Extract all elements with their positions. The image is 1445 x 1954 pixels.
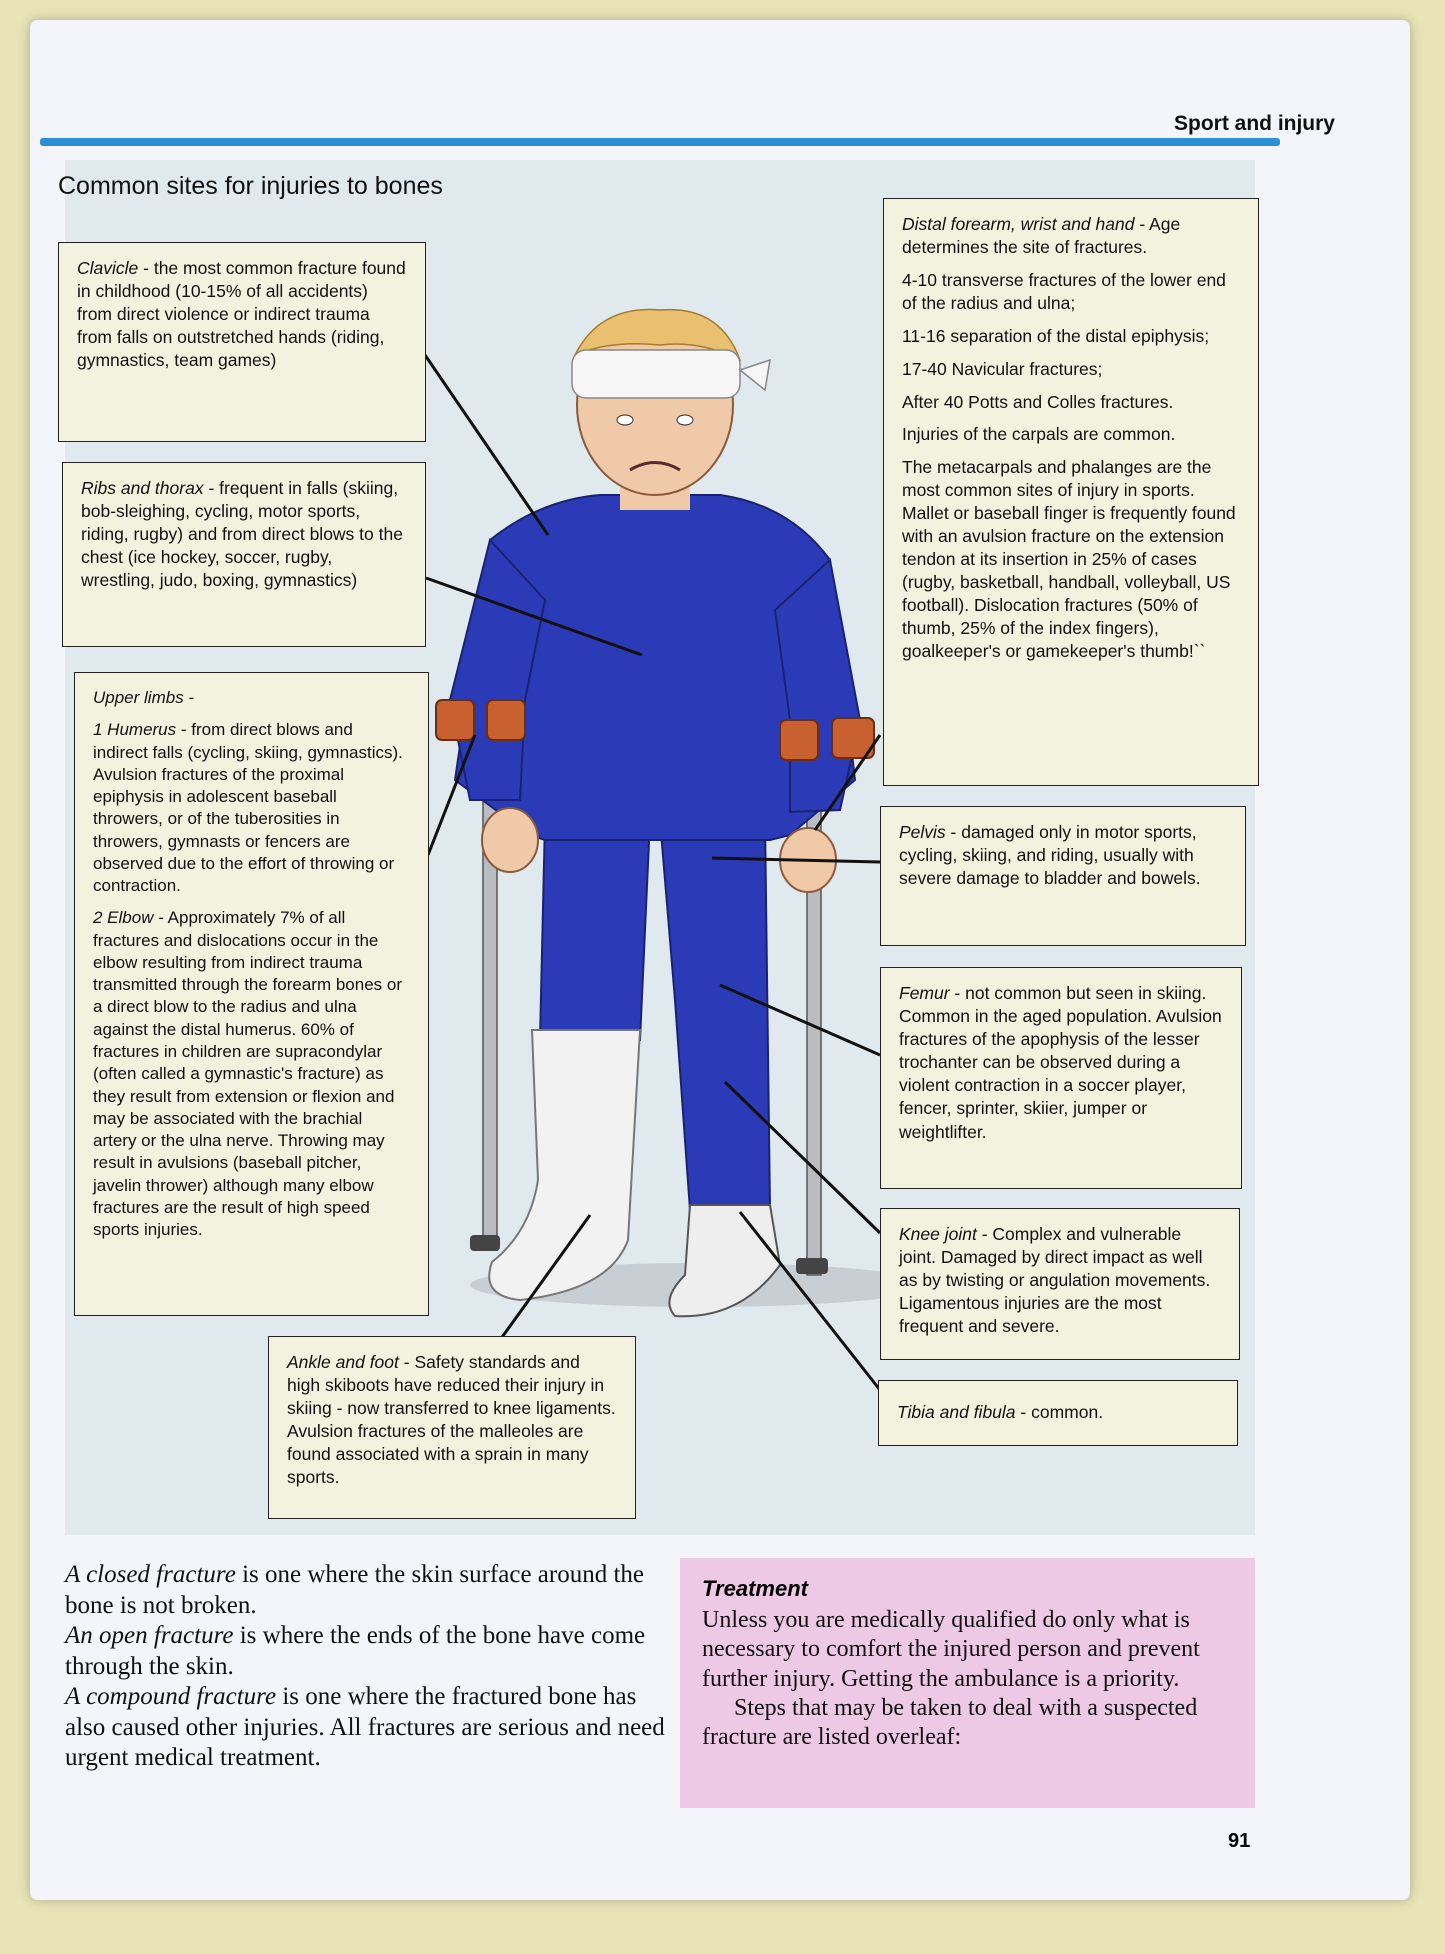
callout-text: - common.: [1015, 1402, 1104, 1423]
distal-metacarpals: The metacarpals and phalanges are the most common sites of injury in sports. Mallet or baseball finger is frequently found with an avulsion fracture on the extension tendon at its insertion in 25% of cases (rugby, basketball, handball, volleyball, US football). Dislocation fractures (50% of thumb, 25% of the index fingers), goalkeeper's or gamekeeper's thumb!``: [902, 457, 1236, 661]
humerus-lead: 1 Humerus: [93, 720, 177, 740]
callout-text: - damaged only in motor sports, cycling, skiing, and riding, usually with severe damage to bladder and bowels.: [899, 822, 1201, 889]
diagram-title: Common sites for injuries to bones: [58, 172, 443, 200]
callout-text: - the most common fracture found in childhood (10-15% of all accidents) from direct violence or indirect trauma from falls on outstretched hands (riding, gymnastics, team games): [77, 258, 406, 371]
leg-cast: [489, 1030, 640, 1300]
open-fracture-text: is where the ends of the bone have come through the skin.: [65, 1622, 646, 1680]
callout-lead: Tibia and fibula: [897, 1402, 1016, 1423]
callout-knee: [880, 1208, 1240, 1360]
left-cuff-2: [487, 700, 525, 740]
closed-fracture-text: is one where the skin surface around the bone is not broken.: [65, 1561, 645, 1619]
treatment-paragraph-1: Unless you are medically qualified do only what is necessary to comfort the injured person and prevent further injury. Getting the ambulance is a priority.: [702, 1607, 1200, 1692]
head-bandage: [572, 350, 740, 398]
callout-ribs: [62, 462, 426, 647]
callout-clavicle: [58, 242, 426, 442]
leader-upper-limbs: [428, 735, 475, 855]
fracture-definitions: [65, 1560, 665, 1774]
closed-fracture-term: A closed fracture: [65, 1561, 236, 1588]
callout-upper-limbs: [74, 672, 429, 1316]
callout-ankle: [268, 1336, 636, 1519]
callout-tibia: [878, 1380, 1238, 1446]
page-number: 91: [1228, 1830, 1251, 1852]
callout-pelvis: [880, 806, 1246, 946]
callout-text: - Age determines the site of fractures.: [902, 214, 1181, 257]
left-eye: [617, 415, 633, 425]
callout-lead: Clavicle: [77, 258, 139, 278]
distal-age-40: After 40 Potts and Colles fractures.: [902, 391, 1174, 412]
callout-text: - Safety standards and high skiboots have reduced their injury in skiing - now transferred to knee ligaments. Avulsion fractures of the malleoles are found associated with a sprain in many sports.: [287, 1352, 616, 1488]
distal-age-4-10: 4-10 transverse fractures of the lower end of the radius and ulna;: [902, 269, 1226, 313]
left-hand: [482, 808, 538, 872]
elbow-text: - Approximately 7% of all fractures and dislocations occur in the elbow resulting from indirect trauma transmitted through the forearm bones or a direct blow to the radius and ulna against the distal humerus. 60% of fractures in children are supracondylar (often called a gymnastic's fracture) as they result from extension or flexion and may be associated with the brachial artery or the ulna nerve. Throwing may result in avulsions (baseball pitcher, javelin thrower) although many elbow fractures are the result of high speed sports injuries.: [93, 908, 402, 1240]
callout-lead: Knee joint: [899, 1224, 977, 1244]
left-cuff-1: [436, 700, 474, 740]
compound-fracture-term: A compound fracture: [65, 1683, 277, 1710]
callout-lead: Distal forearm, wrist and hand: [902, 214, 1135, 234]
callout-lead: Upper limbs -: [93, 688, 195, 707]
callout-lead: Femur: [899, 983, 950, 1003]
distal-carpals: Injuries of the carpals are common.: [902, 424, 1176, 445]
elbow-lead: 2 Elbow: [93, 908, 154, 928]
callout-distal-forearm: [883, 198, 1259, 786]
callout-femur: [880, 967, 1242, 1189]
distal-age-11-16: 11-16 separation of the distal epiphysis;: [902, 325, 1210, 346]
callout-lead: Ankle and foot: [287, 1352, 399, 1372]
right-leg: [660, 820, 770, 1210]
treatment-title: Treatment: [702, 1576, 808, 1601]
callout-lead: Pelvis: [899, 822, 946, 842]
running-header: Sport and injury: [1173, 112, 1335, 135]
left-leg: [540, 820, 650, 1040]
callout-text: - Complex and vulnerable joint. Damaged by direct impact as well as by twisting or angulation movements. Ligamentous injuries are the most frequent and severe.: [899, 1224, 1211, 1337]
distal-age-17-40: 17-40 Navicular fractures;: [902, 358, 1103, 379]
right-eye: [677, 415, 693, 425]
treatment-paragraph-2: Steps that may be taken to deal with a suspected fracture are listed overleaf:: [702, 1694, 1198, 1751]
right-cuff-1: [780, 720, 818, 760]
compound-fracture-text: is one where the fractured bone has also caused other injuries. All fractures are serious and need urgent medical treatment.: [65, 1683, 665, 1771]
callout-lead: Ribs and thorax: [81, 478, 204, 498]
leader-clavicle: [425, 355, 548, 535]
bandage-knot: [740, 360, 770, 390]
open-fracture-term: An open fracture: [65, 1622, 234, 1649]
humerus-text: - from direct blows and indirect falls (cycling, skiing, gymnastics). Avulsion fractures of the proximal epiphysis in adolescent baseball throwers, or of the tuberosities in throwers, gymnasts or fencers are observed due to the effort of throwing or contraction.: [93, 720, 403, 896]
treatment-box: [680, 1558, 1255, 1808]
callout-text: - frequent in falls (skiing, bob-sleighing, cycling, motor sports, riding, rugby) and from direct blows to the chest (ice hockey, soccer, rugby, wrestling, judo, boxing, gymnastics): [81, 478, 403, 591]
callout-text: - not common but seen in skiing. Common in the aged population. Avulsion fractures of the apophysis of the lesser trochanter can be observed during a violent contraction in a soccer player, fencer, sprinter, skiier, jumper or weightlifter.: [899, 983, 1222, 1142]
